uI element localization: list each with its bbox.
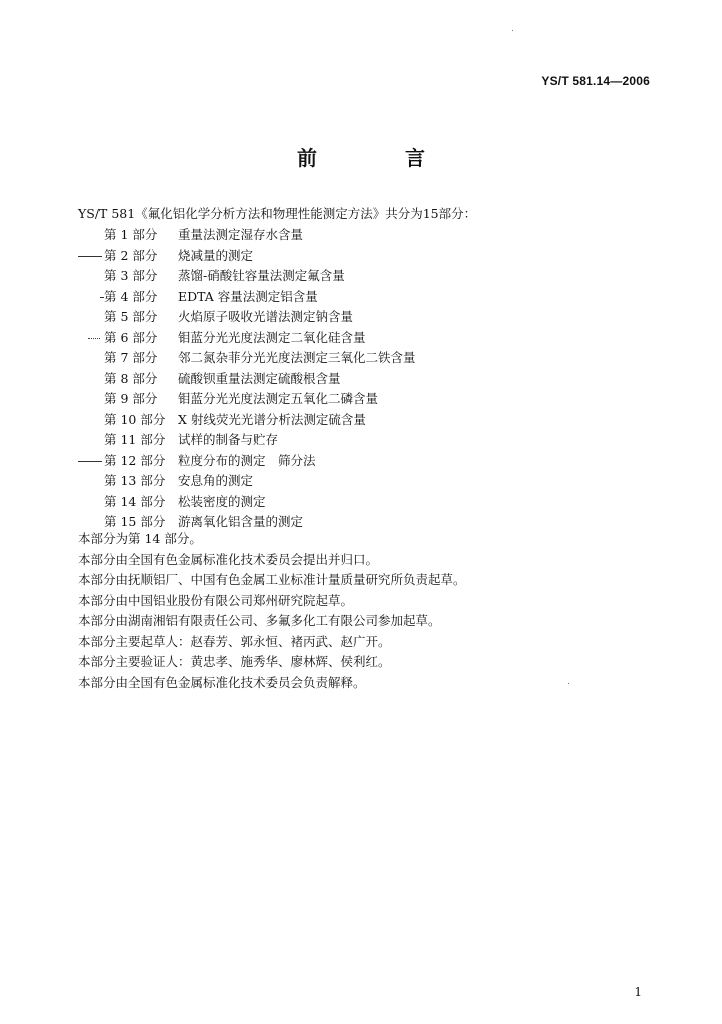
- list-item: [78, 410, 638, 431]
- scan-speck: [512, 30, 513, 31]
- part-number: 第 3 部分: [104, 268, 158, 283]
- part-number: 第 8 部分: [104, 370, 158, 386]
- part-number: 第 15 部分: [104, 514, 166, 529]
- part-title: 重量法测定湿存水含量: [178, 227, 304, 242]
- list-item: [78, 266, 638, 287]
- part-title: 松装密度的测定: [178, 493, 266, 509]
- part-number: 第 11 部分: [104, 432, 166, 447]
- scan-dash-mark: [88, 338, 100, 340]
- note-line: 本部分由抚顺铝厂、中国有色金属工业标准计量质量研究所负责起草。: [78, 572, 466, 587]
- parts-list: [78, 225, 638, 533]
- part-title: 试样的制备与贮存: [178, 432, 279, 447]
- scan-dash-mark: [78, 461, 102, 462]
- part-number: 第 12 部分: [104, 452, 166, 468]
- intro-paragraph: YS/T 581《氟化铝化学分析方法和物理性能测定方法》共分为15部分：: [78, 206, 477, 221]
- standard-code: YS/T 581.14—2006: [541, 74, 650, 88]
- part-number: 第 9 部分: [104, 391, 158, 406]
- list-item: [78, 287, 638, 308]
- list-item: [78, 348, 638, 369]
- note-line: 本部分由全国有色金属标准化技术委员会提出并归口。: [78, 551, 379, 567]
- notes-section: [78, 529, 678, 693]
- part-number: 第 14 部分: [104, 493, 166, 509]
- list-item: [78, 328, 638, 349]
- part-title: 钼蓝分光光度法测定二氧化硅含量: [178, 329, 366, 345]
- part-number: 第 1 部分: [104, 227, 158, 242]
- list-item: [78, 225, 638, 246]
- list-item: [78, 369, 638, 390]
- list-item: [78, 471, 638, 492]
- scan-speck: [568, 683, 569, 684]
- note-line: 本部分由中国铝业股份有限公司郑州研究院起草。: [78, 592, 354, 608]
- list-item: [78, 246, 638, 267]
- part-title: X 射线荧光光谱分析法测定硫含量: [178, 411, 366, 427]
- list-item: [78, 389, 638, 410]
- part-title: 硫酸钡重量法测定硫酸根含量: [178, 370, 341, 386]
- part-number: 第 4 部分: [104, 288, 158, 304]
- list-item: [78, 492, 638, 513]
- note-line: 本部分主要验证人：黄忠孝、施秀华、廖林辉、侯利红。: [78, 654, 391, 669]
- note-line: 本部分由湖南湘铝有限责任公司、多氟多化工有限公司参加起草。: [78, 613, 441, 628]
- part-number: 第 6 部分: [104, 329, 158, 345]
- part-title: EDTA 容量法测定铝含量: [178, 288, 318, 304]
- part-title: 粒度分布的测定 筛分法: [178, 452, 316, 468]
- part-number: 第 7 部分: [104, 350, 158, 365]
- part-title: 游离氧化铝含量的测定: [178, 514, 304, 529]
- scan-dash-mark: [78, 256, 102, 257]
- note-line: 本部分为第 14 部分。: [78, 531, 202, 546]
- part-title: 火焰原子吸收光谱法测定钠含量: [178, 309, 354, 324]
- part-number: 第 5 部分: [104, 309, 158, 324]
- part-title: 烧减量的测定: [178, 247, 254, 263]
- part-number: 第 2 部分: [104, 247, 158, 263]
- part-title: 邻二氮杂菲分光光度法测定三氧化二铁含量: [178, 350, 416, 365]
- page-number: 1: [634, 985, 642, 999]
- part-title: 安息角的测定: [178, 473, 254, 488]
- note-line: 本部分主要起草人：赵春芳、郭永恒、褚丙武、赵广开。: [78, 633, 391, 649]
- part-title: 蒸馏-硝酸钍容量法测定氟含量: [178, 268, 345, 283]
- part-number: 第 13 部分: [104, 473, 166, 488]
- part-title: 钼蓝分光光度法测定五氧化二磷含量: [178, 391, 379, 406]
- list-item: [78, 430, 638, 451]
- note-line: 本部分由全国有色金属标准化技术委员会负责解释。: [78, 674, 366, 690]
- part-number: 第 10 部分: [104, 411, 166, 427]
- page-title: 前 言: [297, 146, 459, 170]
- list-item: [78, 451, 638, 472]
- list-item: [78, 307, 638, 328]
- scan-dash-mark: [100, 297, 104, 298]
